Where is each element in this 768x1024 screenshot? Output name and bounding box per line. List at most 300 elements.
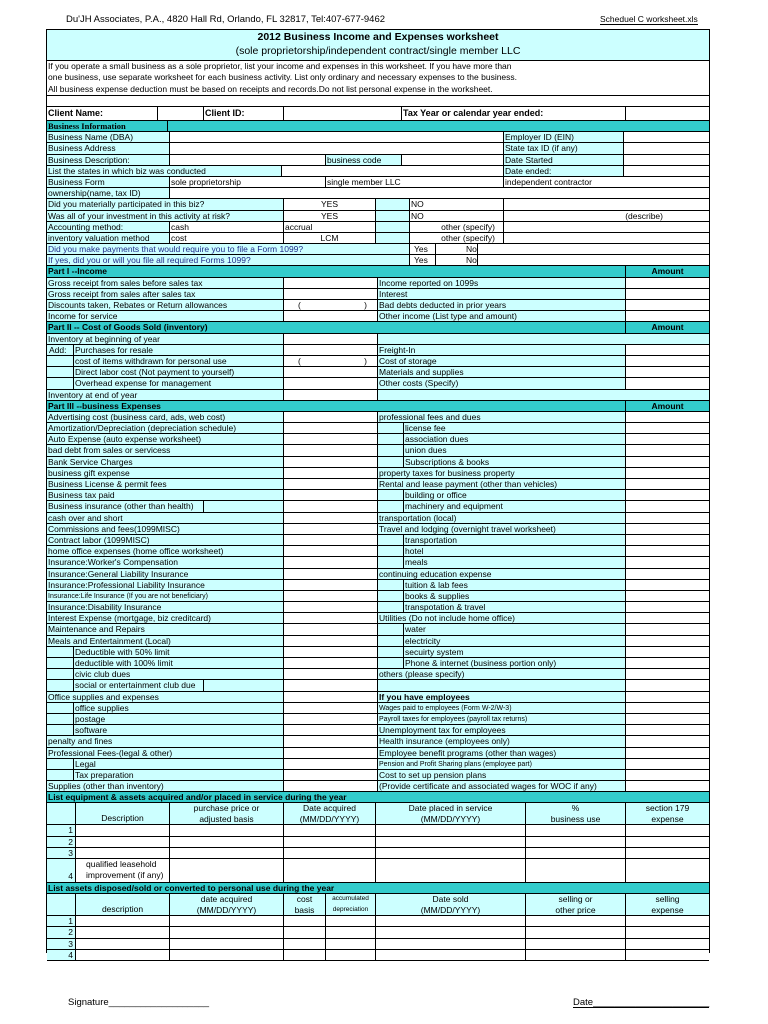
col-business-use [525, 803, 625, 824]
expense-label: Payroll taxes for employees (payroll tax returns) [377, 714, 625, 724]
expense-label: postage [73, 714, 283, 724]
entry-field[interactable] [283, 848, 375, 858]
expense-label: Tax preparation [73, 770, 283, 780]
expense-label: professional fees and dues [377, 412, 625, 422]
section-title: Part III --business Expenses [47, 401, 625, 411]
expense-label: Business insurance (other than health) [48, 501, 194, 512]
client-row [47, 107, 709, 121]
date-started-field[interactable] [623, 155, 709, 165]
entry-field[interactable] [375, 859, 525, 882]
entry-field[interactable] [525, 825, 625, 835]
expense-label: home office expenses (home office worksheet) [48, 546, 224, 557]
amount-field[interactable] [625, 535, 709, 545]
amount-field[interactable] [283, 300, 377, 310]
entry-field[interactable] [169, 939, 283, 949]
amount-field[interactable] [625, 714, 709, 724]
cell [203, 680, 283, 690]
entry-field[interactable] [625, 859, 709, 882]
paren-close: ) [364, 300, 367, 310]
entry-field[interactable] [625, 950, 709, 960]
amount-field[interactable] [625, 781, 709, 791]
entry-field[interactable] [375, 916, 525, 926]
entry-field[interactable] [75, 927, 169, 937]
instruction-line: If you operate a small business as a sole proprietor, list your income and expenses in this worksheet. If you have more than [48, 61, 512, 71]
yes-option[interactable]: Yes [409, 255, 435, 265]
col-line: depreciation [332, 905, 369, 913]
expense-label: social or entertainment club due [73, 680, 203, 690]
entry-field[interactable] [525, 939, 625, 949]
accrual-option[interactable]: accrual [283, 222, 375, 232]
cost-option[interactable]: cost [169, 233, 283, 243]
expense-label: Commissions and fees(1099MISC) [48, 523, 180, 534]
income-label: Discounts taken, Rebates or Return allowances [48, 300, 228, 310]
amount-field[interactable] [625, 546, 709, 556]
amount-field[interactable] [283, 703, 377, 713]
amount-field[interactable] [625, 345, 709, 355]
income-label: Interest [377, 289, 625, 299]
amount-field[interactable] [625, 300, 709, 310]
entry-field[interactable] [375, 837, 525, 847]
amount-field[interactable] [283, 714, 377, 724]
expense-label: transpotation & travel [403, 602, 625, 612]
amount-field[interactable] [283, 546, 377, 556]
form1099-filed-question: If yes, did you or will you file all required Forms 1099? [48, 255, 251, 266]
entry-field[interactable] [75, 916, 169, 926]
expense-label: (Provide certificate and associated wages for WOC if any) [377, 781, 625, 791]
amount-field[interactable] [625, 602, 709, 612]
expense-label: secuirty system [403, 647, 625, 657]
amount-field[interactable] [283, 748, 377, 758]
expense-label: building or office [403, 490, 625, 500]
expense-label: penalty and fines [48, 736, 113, 747]
expense-label: Rental and lease payment (other than vehicles) [377, 479, 625, 489]
amount-field[interactable] [283, 501, 377, 511]
amount-field[interactable] [625, 624, 709, 634]
business-name-field[interactable] [169, 132, 503, 142]
amount-field[interactable] [625, 278, 709, 288]
entry-field[interactable] [625, 848, 709, 858]
business-code-field[interactable] [401, 155, 503, 165]
cell [377, 423, 403, 433]
entry-field[interactable] [325, 939, 375, 949]
date-line[interactable]: Date______________________ [573, 997, 710, 1008]
entry-field[interactable] [169, 837, 283, 847]
amount-field[interactable] [283, 770, 377, 780]
expense-row [47, 714, 709, 725]
inventory-begin-field[interactable] [283, 334, 377, 344]
tax-year-label: Tax Year or calendar year ended: [401, 107, 625, 120]
entry-field[interactable] [525, 848, 625, 858]
cell [377, 535, 403, 545]
amount-field[interactable] [283, 479, 377, 489]
entry-field[interactable] [625, 916, 709, 926]
cogs-row [47, 367, 709, 378]
expense-label: Office supplies and expenses [48, 691, 159, 702]
expense-label: software [73, 725, 283, 735]
entry-field[interactable] [525, 859, 625, 882]
inventory-begin-row [47, 334, 709, 345]
amount-field[interactable] [283, 434, 377, 444]
entry-field[interactable] [75, 939, 169, 949]
income-row [47, 278, 709, 289]
col-section179 [625, 803, 709, 824]
expense-label: Health insurance (employees only) [377, 736, 625, 746]
expense-row [47, 748, 709, 759]
entry-field[interactable] [625, 927, 709, 937]
amount-field[interactable] [283, 736, 377, 746]
expense-label: tuition & lab fees [403, 580, 625, 590]
amount-field[interactable] [283, 781, 377, 791]
state-tax-field[interactable] [623, 143, 709, 153]
col-line: Date sold [432, 894, 469, 905]
col-line: other price [555, 904, 596, 915]
amount-field[interactable] [625, 770, 709, 780]
inventory-end-field[interactable] [283, 390, 377, 400]
amount-field[interactable] [283, 725, 377, 735]
amount-field[interactable] [283, 278, 377, 288]
form1099-question: Did you make payments that would require you to file a Form 1099? [48, 244, 304, 255]
expense-row [47, 445, 709, 456]
states-row [47, 166, 709, 177]
amount-field[interactable] [625, 591, 709, 601]
amount-field[interactable] [625, 613, 709, 623]
cogs-label: Other costs (Specify) [377, 378, 625, 388]
business-code-label: business code [325, 155, 401, 165]
instruction-line: All business expense deduction must be based on receipts and records.Do not list personal expense in the worksheet. [48, 83, 493, 94]
other-valuation-option[interactable]: other (specify) [409, 233, 503, 243]
amount-field[interactable] [283, 569, 377, 579]
amount-field[interactable] [625, 289, 709, 299]
amount-field[interactable] [625, 748, 709, 758]
amount-field[interactable] [283, 468, 377, 478]
entry-field[interactable] [283, 950, 325, 960]
no-option[interactable]: No [435, 255, 477, 265]
row-number: 3 [47, 848, 75, 858]
amount-field[interactable] [625, 557, 709, 567]
cogs-label: Direct labor cost (Not payment to yourself) [73, 367, 283, 377]
cell [47, 759, 73, 769]
client-name-field[interactable] [157, 107, 203, 120]
client-id-label: Client ID: [203, 107, 283, 120]
description-field[interactable] [75, 859, 169, 882]
amount-field[interactable] [625, 457, 709, 467]
expense-row [47, 580, 709, 591]
expense-label: Unemployment tax for employees [377, 725, 625, 735]
yes-option[interactable]: YES [283, 199, 375, 209]
col-line: expense [651, 904, 684, 915]
amount-field[interactable] [283, 557, 377, 567]
amount-field[interactable] [283, 378, 377, 388]
expense-label: machinery and equipment [403, 501, 625, 511]
firm-header: Du'JH Associates, P.A., 4820 Hall Rd, Orlando, FL 32817, Tel:407-677-9462 [66, 14, 386, 25]
entry-field[interactable] [525, 916, 625, 926]
expense-label: Bank Service Charges [48, 456, 133, 467]
amount-field[interactable] [625, 501, 709, 511]
amount-field[interactable] [283, 445, 377, 455]
description-field[interactable] [75, 848, 169, 858]
expense-row [47, 569, 709, 580]
income-label: Gross receipt from sales after sales tax [48, 288, 196, 299]
llc-option[interactable]: single member LLC [325, 177, 503, 187]
entry-field[interactable] [625, 939, 709, 949]
expense-label: Interest Expense (mortgage, biz creditcard) [48, 613, 211, 624]
expense-row [47, 647, 709, 658]
ein-field[interactable] [623, 132, 709, 142]
amount-field[interactable] [625, 636, 709, 646]
amount-field[interactable] [283, 613, 377, 623]
other-method-option[interactable]: other (specify) [409, 222, 503, 232]
tax-year-field[interactable] [625, 107, 709, 120]
amount-field[interactable] [283, 647, 377, 657]
amount-field[interactable] [283, 636, 377, 646]
amount-field[interactable] [283, 356, 377, 366]
amount-field[interactable] [283, 580, 377, 590]
expense-label: Subscriptions & books [403, 457, 625, 467]
col-line: expense [651, 813, 684, 824]
entry-field[interactable] [283, 825, 375, 835]
expense-label: Amortization/Depreciation (depreciation schedule) [48, 423, 237, 434]
amount-field[interactable] [625, 311, 709, 321]
expense-label: union dues [403, 445, 625, 455]
expense-row [47, 468, 709, 479]
amount-field[interactable] [283, 513, 377, 523]
entry-field[interactable] [283, 916, 325, 926]
col-line: basis [294, 904, 315, 915]
amount-field[interactable] [625, 378, 709, 388]
col-date-acquired [169, 894, 283, 915]
col-description: description [75, 894, 169, 915]
amount-field[interactable] [283, 692, 377, 702]
amount-field[interactable] [625, 356, 709, 366]
describe-field[interactable]: (describe) [503, 211, 709, 221]
amount-field[interactable] [625, 468, 709, 478]
expense-label: office supplies [73, 703, 283, 713]
col-depreciation [325, 894, 375, 915]
amount-field[interactable] [625, 736, 709, 746]
cell [377, 557, 403, 567]
description-field[interactable] [75, 825, 169, 835]
entry-field[interactable] [525, 837, 625, 847]
amount-field[interactable] [283, 524, 377, 534]
entry-field[interactable] [283, 859, 375, 882]
cell [377, 591, 403, 601]
description-field[interactable] [169, 155, 325, 165]
expense-row [47, 680, 709, 691]
no-option[interactable]: NO [409, 199, 503, 209]
entry-field[interactable] [375, 927, 525, 937]
entry-field[interactable] [375, 848, 525, 858]
states-field[interactable] [281, 166, 503, 176]
amount-field[interactable] [625, 647, 709, 657]
expense-row [47, 412, 709, 423]
section-title: List equipment & assets acquired and/or placed in service during the year [47, 792, 709, 802]
amount-field[interactable] [625, 490, 709, 500]
amount-field[interactable] [625, 434, 709, 444]
cogs-label: Purchases for resale [73, 345, 283, 355]
amount-field[interactable] [625, 658, 709, 668]
amount-header: Amount [625, 322, 709, 332]
client-id-field[interactable] [283, 107, 401, 120]
other-method-field[interactable] [503, 222, 709, 232]
col-selling-price [525, 894, 625, 915]
file-name: Scheduel C worksheet.xls [600, 14, 698, 24]
expense-row [47, 624, 709, 635]
entry-field[interactable] [283, 837, 375, 847]
amount-field[interactable] [625, 412, 709, 422]
amount-field[interactable] [283, 624, 377, 634]
amount-field[interactable] [625, 524, 709, 534]
col-date-acquired [283, 803, 375, 824]
worksheet [46, 29, 710, 960]
amount-field[interactable] [625, 759, 709, 769]
amount-field[interactable] [625, 367, 709, 377]
inventory-begin-label: Inventory at beginning of year [48, 333, 160, 344]
no-option[interactable]: NO [409, 211, 503, 221]
amount-field[interactable] [625, 513, 709, 523]
col-line: selling [655, 894, 680, 905]
cell [377, 580, 403, 590]
amount-field[interactable] [283, 680, 377, 690]
amount-field[interactable] [625, 479, 709, 489]
entry-field[interactable] [525, 950, 625, 960]
risk-label: Was all of your investment in this activity at risk? [48, 210, 231, 221]
col-line: date acquired [200, 894, 253, 905]
entry-field[interactable] [375, 939, 525, 949]
cell [377, 636, 403, 646]
description-field[interactable] [75, 837, 169, 847]
amount-field[interactable] [625, 680, 709, 690]
row-number: 1 [47, 916, 75, 926]
expense-label: Contract labor (1099MISC) [48, 534, 150, 545]
amount-field[interactable] [625, 445, 709, 455]
amount-field[interactable] [625, 669, 709, 679]
expense-row [47, 781, 709, 792]
equipment-row [47, 848, 709, 859]
entry-field[interactable] [169, 916, 283, 926]
entry-field[interactable] [625, 837, 709, 847]
expenses-header [47, 401, 709, 412]
expense-row [47, 423, 709, 434]
entry-field[interactable] [375, 825, 525, 835]
expense-label: If you have employees [377, 692, 625, 702]
amount-field[interactable] [283, 412, 377, 422]
amount-field[interactable] [283, 602, 377, 612]
cell [47, 680, 73, 690]
spacer [47, 96, 709, 107]
amount-field[interactable] [283, 311, 377, 321]
amount-field[interactable] [283, 367, 377, 377]
entry-field[interactable] [375, 950, 525, 960]
date-ended-field[interactable] [623, 166, 709, 176]
cash-option[interactable]: cash [169, 222, 283, 232]
amount-field[interactable] [283, 423, 377, 433]
entry-field[interactable] [325, 916, 375, 926]
amount-field[interactable] [625, 580, 709, 590]
income-label: Other income (List type and amount) [377, 311, 625, 321]
amount-field[interactable] [283, 669, 377, 679]
entry-field[interactable] [169, 927, 283, 937]
cell [47, 669, 73, 679]
col-date-sold [375, 894, 525, 915]
entry-field[interactable] [283, 939, 325, 949]
entry-field[interactable] [169, 950, 283, 960]
entry-field[interactable] [169, 848, 283, 858]
amount-field[interactable] [283, 490, 377, 500]
form1099-filed-row [47, 255, 709, 266]
amount-field[interactable] [625, 703, 709, 713]
amount-field[interactable] [625, 725, 709, 735]
yes-option[interactable]: Yes [409, 244, 435, 254]
amount-field[interactable] [283, 591, 377, 601]
ownership-field[interactable] [169, 188, 709, 198]
col-line: business use [550, 813, 601, 824]
business-address-field[interactable] [169, 143, 503, 153]
col-line: (MM/DD/YYYY) [420, 813, 481, 824]
amount-field[interactable] [283, 535, 377, 545]
no-option[interactable]: No [435, 244, 477, 254]
cogs-label: Overhead expense for management [73, 378, 283, 388]
amount-field[interactable] [283, 345, 377, 355]
amount-field[interactable] [625, 569, 709, 579]
leasehold-line: qualified leasehold [86, 859, 157, 869]
cogs-row [47, 378, 709, 389]
expense-label: Pension and Profit Sharing plans (employee part) [377, 759, 625, 769]
expense-label: Insurance:Disability Insurance [48, 602, 162, 613]
expense-label: Meals and Entertainment (Local) [48, 635, 171, 646]
col-selling-expense [625, 894, 709, 915]
yes-option[interactable]: YES [283, 211, 375, 221]
entry-field[interactable] [169, 859, 283, 882]
ownership-row [47, 188, 709, 199]
paren-open: ( [298, 355, 301, 366]
amount-field[interactable] [283, 457, 377, 467]
amount-field[interactable] [625, 692, 709, 702]
entry-field[interactable] [283, 927, 325, 937]
cell [377, 490, 403, 500]
contractor-option[interactable]: independent contractor [503, 177, 709, 187]
expense-label: license fee [403, 423, 625, 433]
add-label: Add: [49, 344, 67, 355]
entry-field[interactable] [325, 950, 375, 960]
entry-field[interactable] [625, 825, 709, 835]
cell [47, 658, 73, 668]
other-valuation-field[interactable] [503, 233, 709, 243]
entry-field[interactable] [75, 950, 169, 960]
participation-note[interactable] [503, 199, 709, 209]
lcm-option[interactable]: LCM [283, 233, 375, 243]
row-number: 3 [47, 939, 75, 949]
cell [377, 647, 403, 657]
expense-label: Deductible with 50% limit [73, 647, 283, 657]
entry-field[interactable] [525, 927, 625, 937]
sole-proprietorship-option[interactable]: sole proprietorship [169, 177, 325, 187]
entry-field[interactable] [325, 927, 375, 937]
col-line: purchase price or [193, 803, 260, 814]
amount-field[interactable] [283, 759, 377, 769]
amount-field[interactable] [283, 658, 377, 668]
entry-field[interactable] [169, 825, 283, 835]
expense-label: Business tax paid [48, 490, 115, 501]
disposed-row [47, 950, 709, 961]
amount-field[interactable] [283, 289, 377, 299]
income-row [47, 289, 709, 300]
expense-row [47, 759, 709, 770]
description-label: Business Description: [48, 154, 130, 165]
signature-line[interactable]: Signature___________________ [68, 997, 210, 1008]
amount-field[interactable] [625, 423, 709, 433]
expense-label: Professional Fees-(legal & other) [48, 747, 173, 758]
col-line: Date acquired [303, 803, 356, 814]
